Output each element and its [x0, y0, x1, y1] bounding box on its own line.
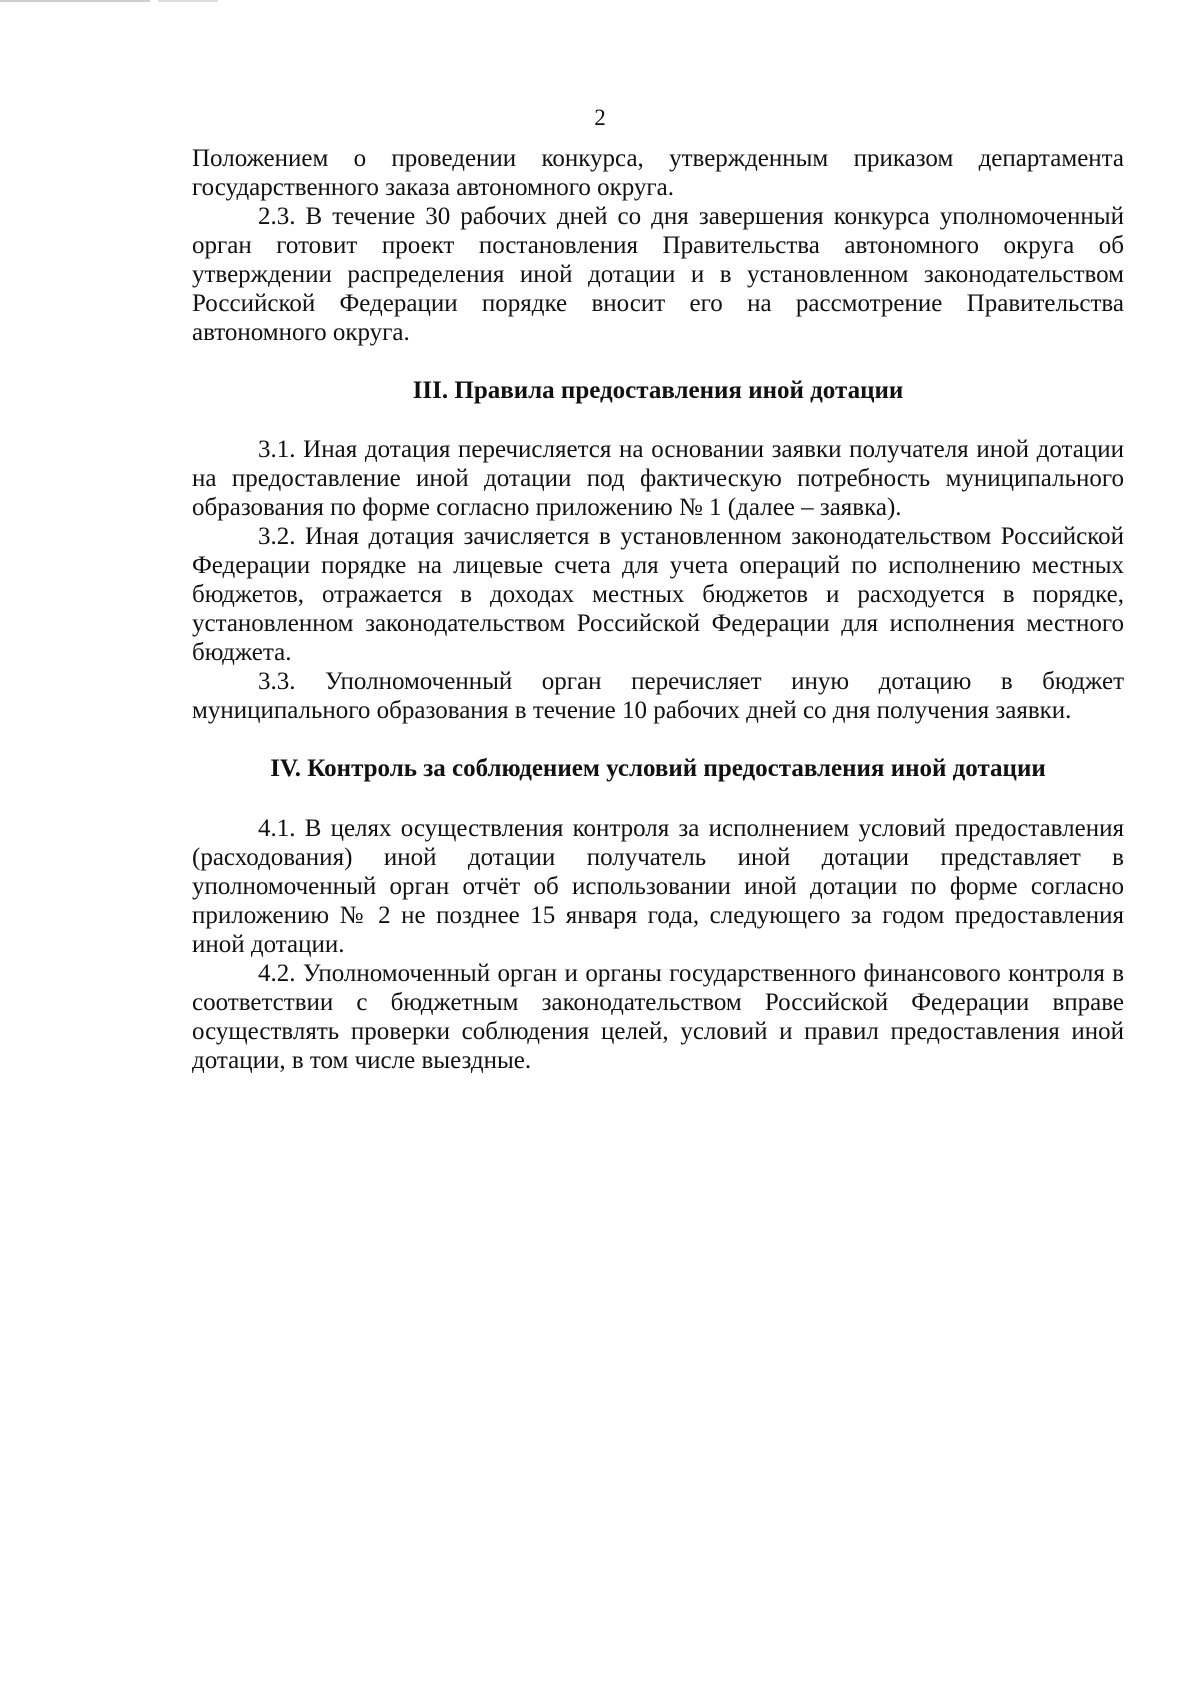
section-3-title: III. Правила предоставления иной дотации	[412, 377, 904, 404]
paragraph-continued: Положением о проведении конкурса, утвержденным приказом департамента государственного заказа автономного округа.	[192, 145, 1124, 201]
scan-edge-mark	[0, 0, 150, 2]
paragraph-2-3: 2.3. В течение 30 рабочих дней со дня завершения конкурса уполномоченный орган готовит проект постановления Правительства автономного округа об утверждении распределения иной дотации и в установленном законодательством Российской Федерации порядке вносит его на рассмотрение Правительства автономного округа.	[192, 203, 1124, 346]
paragraph-3-3: 3.3. Уполномоченный орган перечисляет иную дотацию в бюджет муниципального образования в течение 10 рабочих дней со дня получения заявки.	[192, 668, 1124, 724]
scan-edge-mark	[158, 0, 218, 2]
page-number: 2	[594, 105, 606, 130]
paragraph-3-1: 3.1. Иная дотация перечисляется на основании заявки получателя иной дотации на предоставление иной дотации под фактическую потребность муниципального образования по форме согласно приложению № 1 (далее – заявка).	[192, 436, 1124, 521]
paragraph-4-1: 4.1. В целях осуществления контроля за исполнением условий предоставления (расходования) иной дотации получатель иной дотации представляет в уполномоченный орган отчёт об использовании иной дотации по форме согласно приложению № 2 не позднее 15 января года, следующего за годом предоставления иной дотации.	[192, 815, 1124, 958]
paragraph-3-2: 3.2. Иная дотация зачисляется в установленном законодательством Российской Федерации порядке на лицевые счета для учета операций по исполнению местных бюджетов, отражается в доходах местных бюджетов и расходуется в порядке, установленном законодательством Российской Федерации для исполнения местного бюджета.	[192, 523, 1124, 666]
paragraph-4-2: 4.2. Уполномоченный орган и органы государственного финансового контроля в соответствии с бюджетным законодательством Российской Федерации вправе осуществлять проверки соблюдения целей, условий и правил предоставления иной дотации, в том числе выездные.	[192, 960, 1124, 1074]
document-body	[192, 144, 1124, 1075]
section-4-title: IV. Контроль за соблюдением условий предоставления иной дотации	[270, 755, 1046, 782]
